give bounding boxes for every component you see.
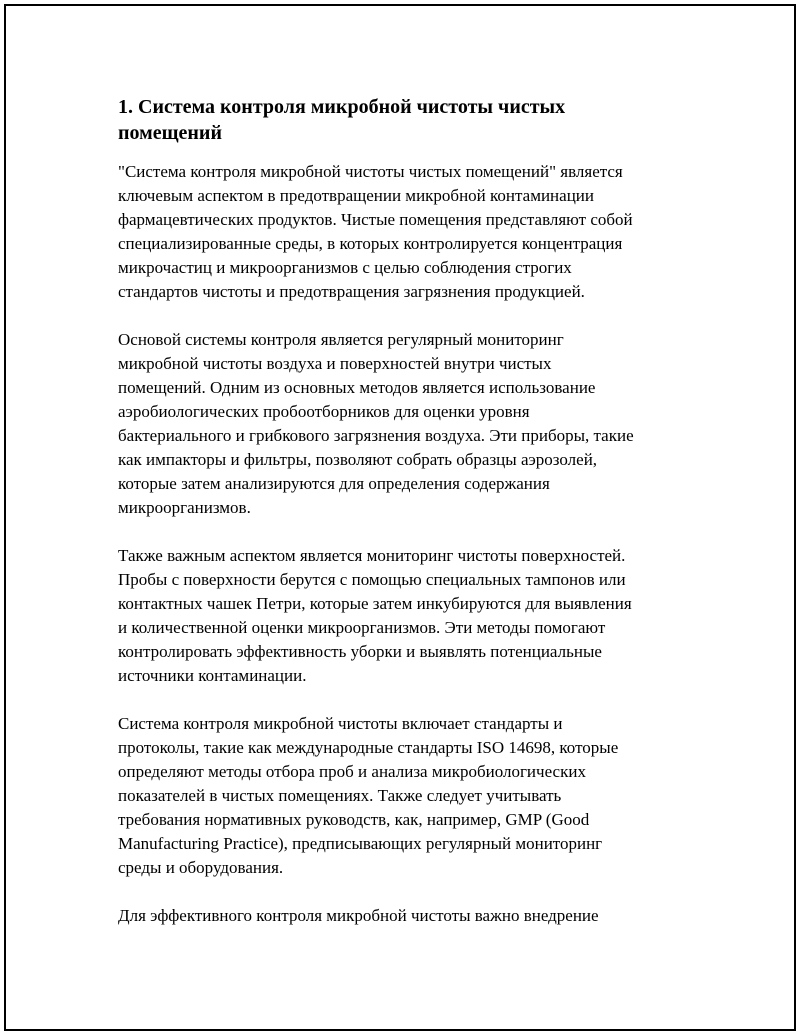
title-line: 1. Система контроля микробной чистоты чистых — [118, 96, 566, 118]
section-title — [118, 94, 688, 146]
text-line: Для эффективного контроля микробной чистоты важно внедрение — [118, 906, 599, 925]
text-line: микроорганизмов. — [118, 498, 251, 517]
text-line: контролировать эффективность уборки и выявлять потенциальные — [118, 642, 602, 661]
paragraph — [118, 160, 688, 304]
text-line: "Система контроля микробной чистоты чистых помещений" является — [118, 162, 623, 181]
text-line: фармацевтических продуктов. Чистые помещения представляют собой — [118, 210, 633, 229]
text-line: помещений. Одним из основных методов является использование — [118, 378, 596, 397]
text-line: микрочастиц и микроорганизмов с целью соблюдения строгих — [118, 258, 572, 277]
text-line: микробной чистоты воздуха и поверхностей внутри чистых — [118, 354, 552, 373]
text-line: Manufacturing Practice), предписывающих регулярный мониторинг — [118, 834, 603, 853]
text-line: среды и оборудования. — [118, 858, 284, 877]
text-line: контактных чашек Петри, которые затем инкубируются для выявления — [118, 594, 632, 613]
paragraph — [118, 904, 688, 928]
text-line: бактериального и грибкового загрязнения воздуха. Эти приборы, такие — [118, 426, 634, 445]
text-line: стандартов чистоты и предотвращения загрязнения продукцией. — [118, 282, 585, 301]
text-line: ключевым аспектом в предотвращении микробной контаминации — [118, 186, 594, 205]
title-line: помещений — [118, 122, 222, 144]
text-line: Система контроля микробной чистоты включает стандарты и — [118, 714, 563, 733]
text-line: Также важным аспектом является мониторинг чистоты поверхностей. — [118, 546, 626, 565]
text-line: и количественной оценки микроорганизмов. Эти методы помогают — [118, 618, 606, 637]
text-line: аэробиологических пробоотборников для оценки уровня — [118, 402, 530, 421]
text-line: которые затем анализируются для определения содержания — [118, 474, 550, 493]
paragraph — [118, 712, 688, 880]
text-line: источники контаминации. — [118, 666, 307, 685]
text-line: как импакторы и фильтры, позволяют собрать образцы аэрозолей, — [118, 450, 598, 469]
text-line: показателей в чистых помещениях. Также следует учитывать — [118, 786, 562, 805]
text-line: протоколы, такие как международные стандарты ISO 14698, которые — [118, 738, 619, 757]
paragraph — [118, 328, 688, 520]
paragraph — [118, 544, 688, 688]
text-line: Основой системы контроля является регулярный мониторинг — [118, 330, 564, 349]
text-line: определяют методы отбора проб и анализа микробиологических — [118, 762, 586, 781]
text-line: специализированные среды, в которых контролируется концентрация — [118, 234, 623, 253]
text-line: Пробы с поверхности берутся с помощью специальных тампонов или — [118, 570, 626, 589]
text-line: требования нормативных руководств, как, например, GMP (Good — [118, 810, 590, 829]
document-body — [118, 94, 688, 952]
